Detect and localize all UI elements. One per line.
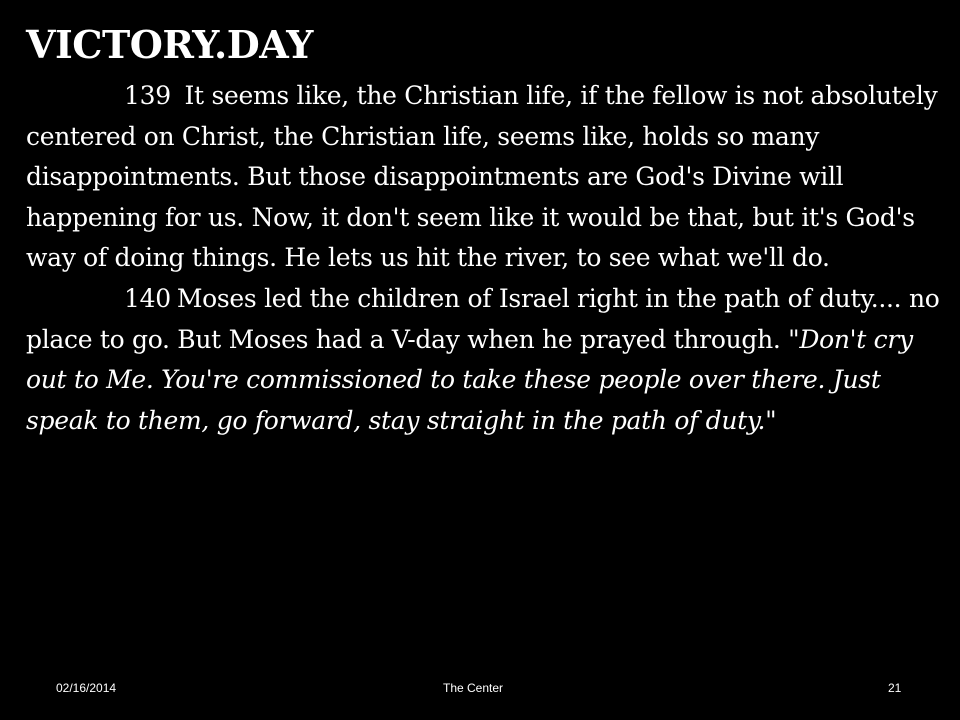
footer-center-text: The Center	[443, 681, 504, 695]
slide-body	[26, 76, 944, 441]
slide-number: 21	[888, 681, 902, 695]
paragraph-140	[26, 279, 944, 441]
paragraph-text: Moses led the children of Israel right in the path of duty.... no place to go. But Moses had a V-day when he prayed through.	[26, 283, 940, 354]
paragraph-text: It seems like, the Christian life, if the fellow is not absolutely centered on Christ, the Christian life, seems like, holds so many disappointments. But those disappointments are God's Divine will happening for us. Now, it don't seem like it would be that, but it's God's way of doing things. He lets us hit the river, to see what we'll do.	[26, 81, 938, 273]
footer-date: 02/16/2014	[56, 681, 117, 695]
slide-title: VICTORY.DAY	[26, 22, 313, 67]
paragraph-number: 139	[124, 81, 171, 110]
paragraph-quote: "Don't cry out to Me. You're commissioned to take these people over there. Just speak to them, go forward, stay straight in the path of duty."	[26, 324, 913, 435]
paragraph-number: 140	[124, 283, 171, 313]
paragraph-139	[26, 76, 944, 279]
